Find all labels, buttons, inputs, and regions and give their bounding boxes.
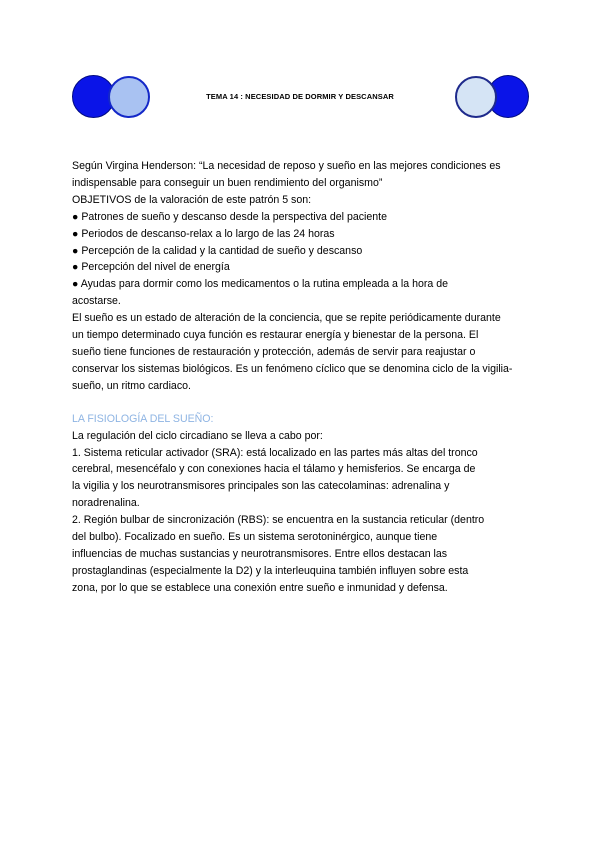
definition-line: un tiempo determinado cuya función es restaurar energía y bienestar de la persona. El (72, 329, 479, 342)
definition-line: sueño, un ritmo cardiaco. (72, 379, 191, 392)
definition-line: El sueño es un estado de alteración de la conciencia, que se repite periódicamente durante (72, 312, 501, 325)
physiology-line: La regulación del ciclo circadiano se lleva a cabo por: (72, 429, 323, 442)
objective-bullet: ● Ayudas para dormir como los medicamentos o la rutina empleada a la hora de (72, 278, 449, 291)
objective-bullet: ● Periodos de descanso-relax a lo largo de las 24 horas (72, 227, 335, 240)
physiology-line: del bulbo). Focalizado en sueño. Es un sistema serotoninérgico, aunque tiene (72, 531, 438, 544)
physiology-line: la vigilia y los neurotransmisores principales son las catecolaminas: adrenalina y (72, 480, 450, 493)
physiology-heading: LA FISIOLOGÍA DEL SUEÑO: (72, 412, 214, 425)
physiology-line: noradrenalina. (72, 497, 140, 510)
intro-line: Según Virgina Henderson: “La necesidad de reposo y sueño en las mejores condiciones es (72, 160, 501, 172)
physiology-line: influencias de muchas sustancias y neurotransmisores. Entre ellos destacan las (72, 547, 448, 560)
page-header (0, 70, 600, 130)
definition-line: sueño tiene funciones de restauración y protección, además de servir para reajustar o (72, 345, 476, 358)
physiology-line: 2. Región bulbar de sincronización (RBS): se encuentra en la sustancia reticular (dentro (72, 514, 485, 527)
intro-line: indispensable para conseguir un buen rendimiento del organismo” (72, 176, 383, 189)
document-body (72, 158, 528, 597)
objective-bullet-continuation: acostarse. (72, 295, 121, 308)
section-spacer (72, 395, 528, 411)
objective-bullet: ● Patrones de sueño y descanso desde la perspectiva del paciente (72, 210, 387, 223)
definition-line: conservar los sistemas biológicos. Es un fenómeno cíclico que se denomina ciclo de la vigilia- (72, 362, 513, 375)
objectives-intro: OBJETIVOS de la valoración de este patrón 5 son: (72, 193, 312, 206)
right-pale-circle-decoration (455, 76, 497, 118)
physiology-line: prostaglandinas (especialmente la D2) y la interleuquina también influyen sobre esta (72, 564, 469, 577)
objective-bullet: ● Percepción de la calidad y la cantidad de sueño y descanso (72, 244, 363, 257)
left-light-circle-decoration (108, 76, 150, 118)
physiology-line: 1. Sistema reticular activador (SRA): está localizado en las partes más altas del tronco (72, 446, 478, 459)
objective-bullet: ● Percepción del nivel de energía (72, 261, 230, 274)
physiology-line: cerebral, mesencéfalo y con conexiones hacia el tálamo y hemisferios. Se encarga de (72, 463, 476, 476)
physiology-line: zona, por lo que se establece una conexión entre sueño e inmunidad y defensa. (72, 581, 448, 594)
document-title: TEMA 14 : NECESIDAD DE DORMIR Y DESCANSAR (206, 92, 394, 101)
